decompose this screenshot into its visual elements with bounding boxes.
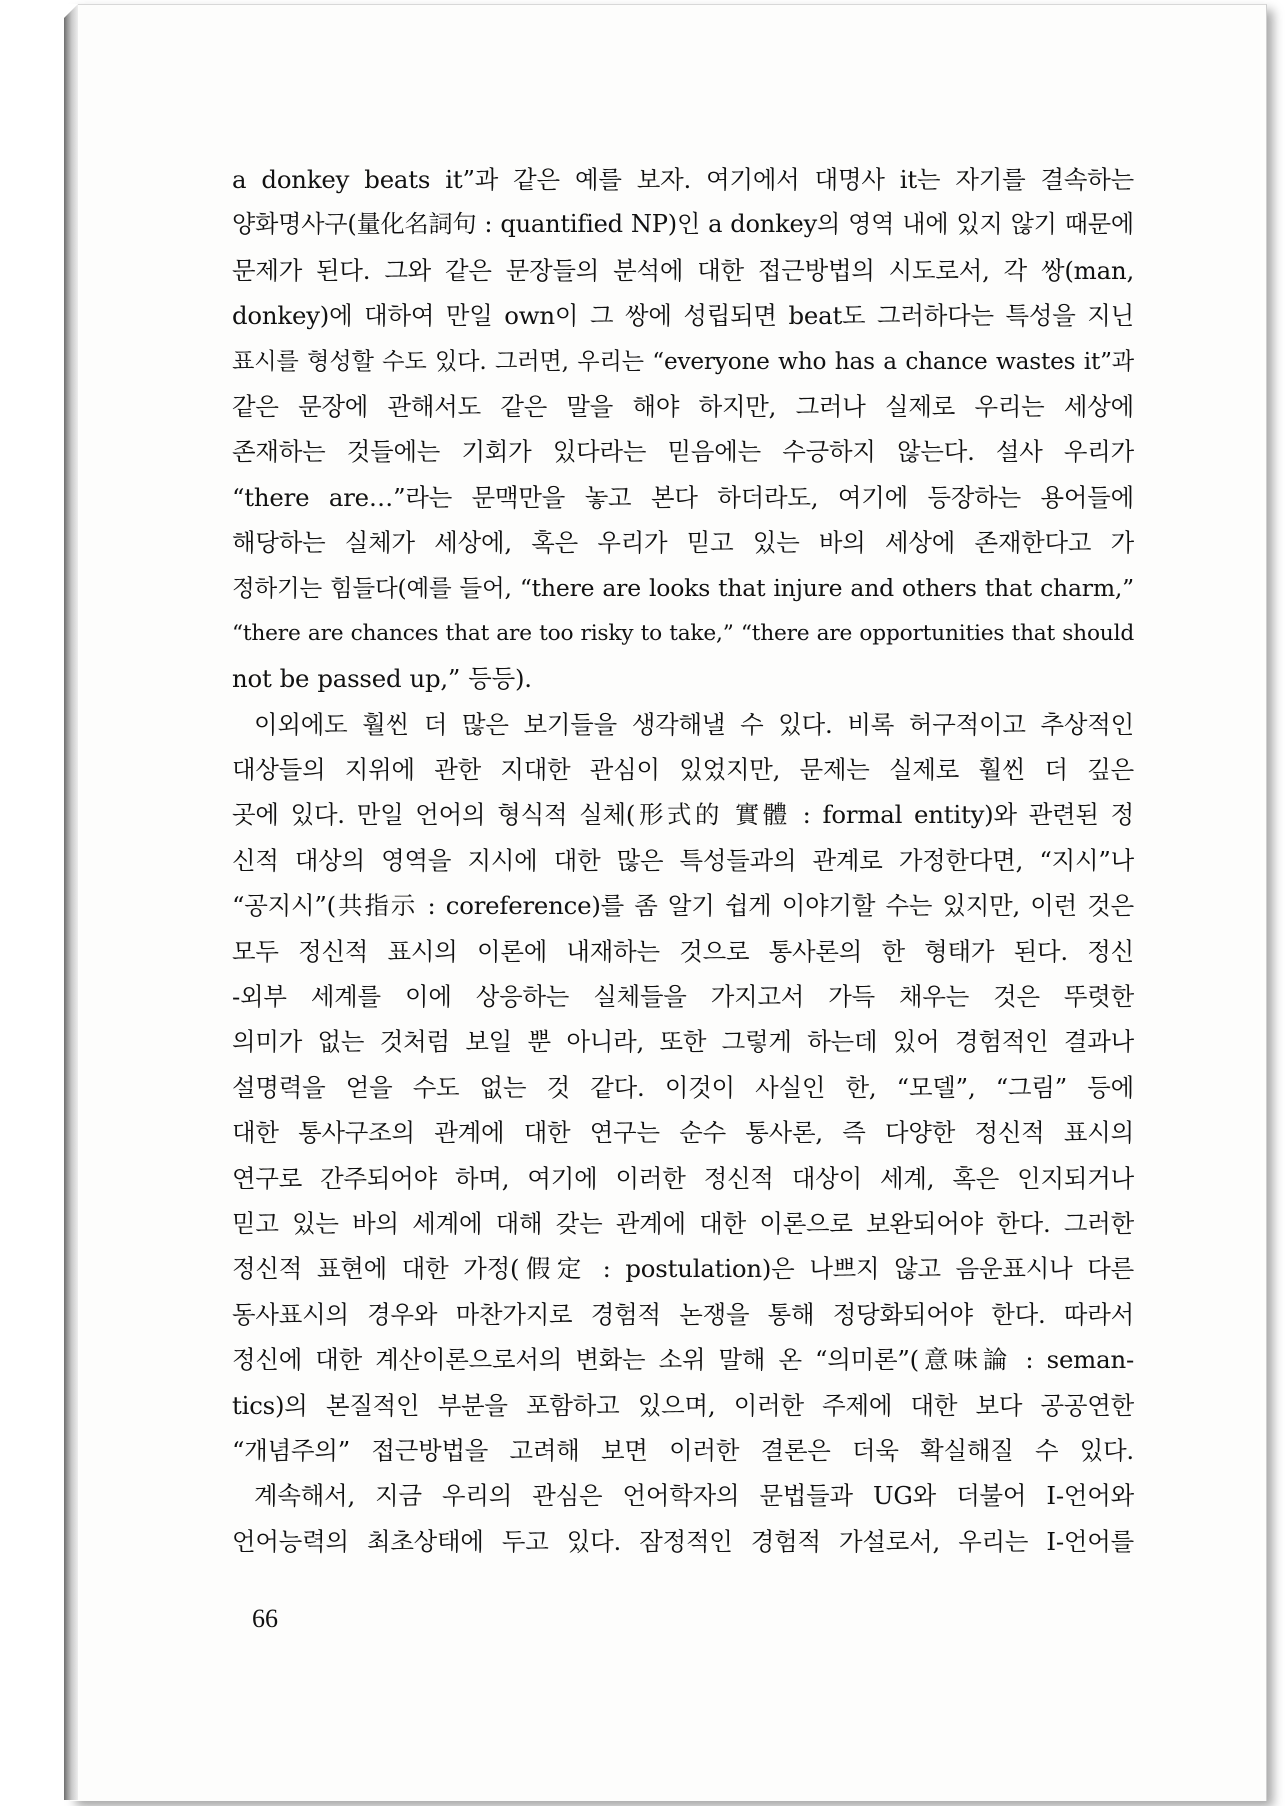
text-line: 문제가 된다. 그와 같은 문장들의 분석에 대한 접근방법의 시도로서, 각 쌍(man,: [232, 255, 1134, 285]
text-line: 대한 통사구조의 관계에 대한 연구는 순수 통사론, 즉 다양한 정신적 표시의: [232, 1118, 1134, 1148]
text-line: 모두 정신적 표시의 이론에 내재하는 것으로 통사론의 한 형태가 된다. 정신: [232, 936, 1134, 966]
text-line: donkey)에 대하여 만일 own이 그 쌍에 성립되면 beat도 그러하다는 특성을 지닌: [232, 301, 1134, 331]
text-line: 동사표시의 경우와 마찬가지로 경험적 논쟁을 통해 정당화되어야 한다. 따라서: [232, 1299, 1134, 1329]
text-line: 양화명사구(量化名詞句 : quantified NP)인 a donkey의 영역 내에 있지 않기 때문에: [232, 210, 1134, 239]
text-line: 정신적 표현에 대한 가정(假定 : postulation)은 나쁘지 않고 음운표시나 다른: [232, 1254, 1134, 1284]
text-line: 연구로 간주되어야 하며, 여기에 이러한 정신적 대상이 세계, 혹은 인지되거나: [232, 1163, 1134, 1193]
text-line: “공지시”(共指示 : coreference)를 좀 알기 쉽게 이야기할 수는 있지만, 이런 것은: [232, 891, 1134, 921]
text-line: “there are…”라는 문맥만을 놓고 본다 하더라도, 여기에 등장하는 용어들에: [232, 482, 1134, 512]
text-line: a donkey beats it”과 같은 예를 보자. 여기에서 대명사 it는 자기를 결속하는: [232, 165, 1134, 194]
text-line: 계속해서, 지금 우리의 관심은 언어학자의 문법들과 UG와 더불어 I-언어와: [254, 1481, 1134, 1511]
text-line: 해당하는 실체가 세상에, 혹은 우리가 믿고 있는 바의 세상에 존재한다고 가: [232, 528, 1134, 558]
text-line: -외부 세계를 이에 상응하는 실체들을 가지고서 가득 채우는 것은 뚜렷한: [232, 982, 1134, 1012]
text-line: 설명력을 얻을 수도 없는 것 같다. 이것이 사실인 한, “모델”, “그림” 등에: [232, 1072, 1134, 1102]
page-body-text: [232, 157, 1134, 1564]
text-line: 정하기는 힘들다(예를 들어, “there are looks that injure and others that charm,”: [232, 573, 1134, 602]
text-line: 언어능력의 최초상태에 두고 있다. 잠정적인 경험적 가설로서, 우리는 I-언어를: [232, 1526, 1134, 1556]
text-line: 곳에 있다. 만일 언어의 형식적 실체(形式的 實體 : formal entity)와 관련된 정: [232, 800, 1134, 830]
text-line: 믿고 있는 바의 세계에 대해 갖는 관계에 대한 이론으로 보완되어야 한다. 그러한: [232, 1208, 1134, 1238]
text-line: 신적 대상의 영역을 지시에 대한 많은 특성들과의 관계로 가정한다면, “지시”나: [232, 845, 1134, 875]
text-line: 대상들의 지위에 관한 지대한 관심이 있었지만, 문제는 실제로 훨씬 더 깊은: [232, 755, 1134, 785]
text-line: tics)의 본질적인 부분을 포함하고 있으며, 이러한 주제에 대한 보다 공공연한: [232, 1390, 1134, 1420]
page-corner-fold: [64, 4, 78, 18]
page-number: 66: [252, 1604, 278, 1633]
text-line: 의미가 없는 것처럼 보일 뿐 아니라, 또한 그렇게 하는데 있어 경험적인 결과나: [232, 1027, 1134, 1057]
text-line: 이외에도 훨씬 더 많은 보기들을 생각해낼 수 있다. 비록 허구적이고 추상적인: [254, 709, 1134, 739]
page-spine-edge: [64, 4, 78, 1800]
text-line: 표시를 형성할 수도 있다. 그러면, 우리는 “everyone who has a chance wastes it”과: [232, 347, 1134, 375]
text-line: not be passed up,” 등등).: [232, 664, 532, 694]
text-line: 존재하는 것들에는 기회가 있다라는 믿음에는 수긍하지 않는다. 설사 우리가: [232, 437, 1134, 467]
text-line: 정신에 대한 계산이론으로서의 변화는 소위 말해 온 “의미론”(意味論 : seman-: [232, 1345, 1134, 1375]
text-line: 같은 문장에 관해서도 같은 말을 해야 하지만, 그러나 실제로 우리는 세상에: [232, 391, 1134, 421]
text-line: “개념주의” 접근방법을 고려해 보면 이러한 결론은 더욱 확실해질 수 있다.: [232, 1435, 1134, 1465]
text-line: “there are chances that are too risky to take,” “there are opportunities that should: [232, 620, 1134, 646]
